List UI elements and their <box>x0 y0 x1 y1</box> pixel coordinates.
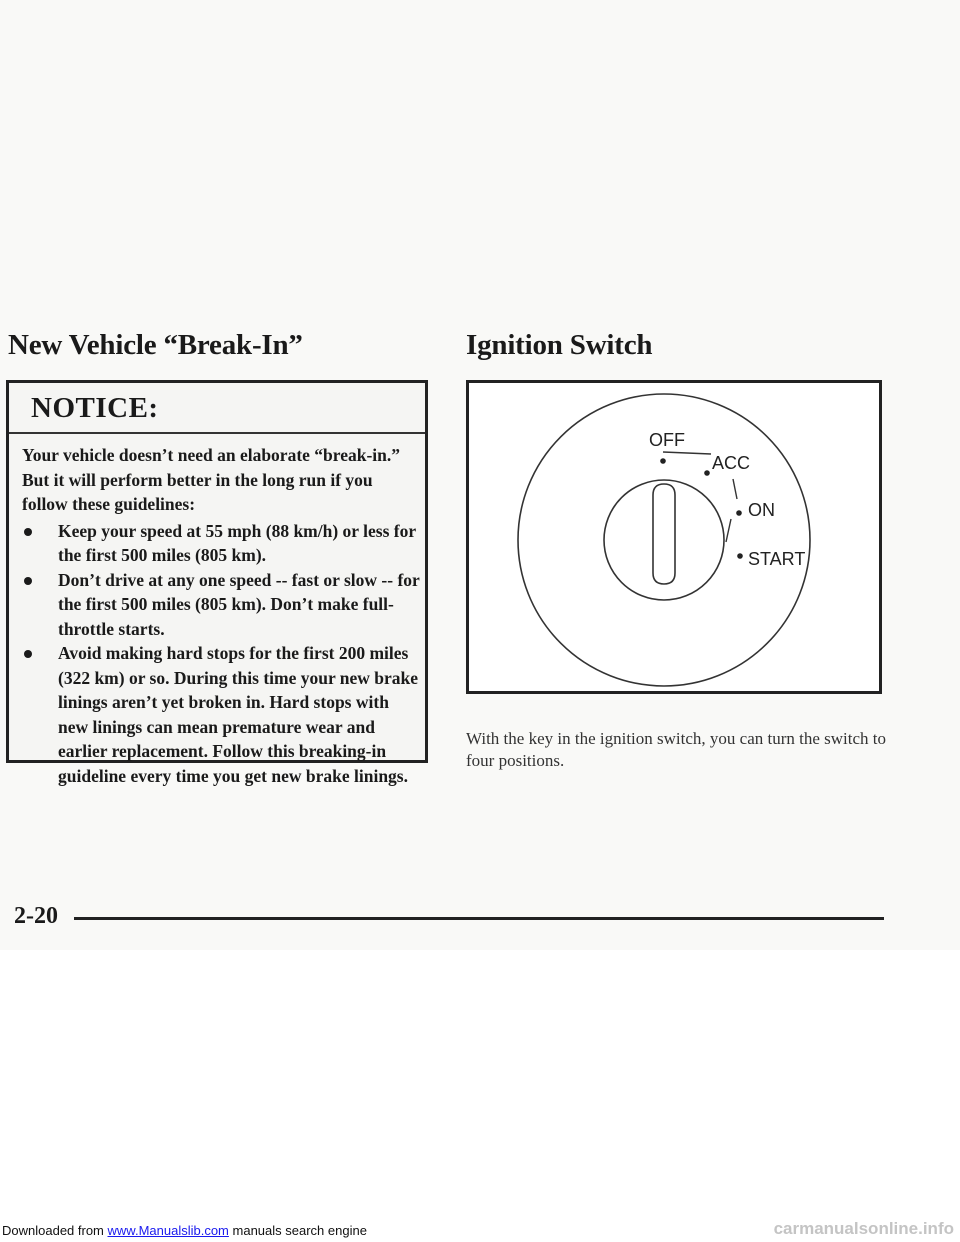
position-tick-icon <box>726 519 731 542</box>
off-position-dot-icon <box>660 458 666 464</box>
guideline-text: Don’t drive at any one speed -- fast or slow -- for the first 500 miles (805 km). Don’t make full-throttle starts. <box>58 569 420 639</box>
download-bar <box>2 1223 367 1238</box>
on-label: ON <box>748 500 775 520</box>
key-slot-icon <box>653 484 675 584</box>
download-prefix: Downloaded from <box>2 1223 104 1238</box>
position-tick-icon <box>663 452 711 454</box>
watermark: carmanualsonline.info <box>773 1219 954 1238</box>
start-label: START <box>748 549 806 569</box>
guideline-item <box>22 568 422 642</box>
ignition-switch-heading: Ignition Switch <box>466 329 653 361</box>
notice-box <box>6 380 428 786</box>
guideline-text: Keep your speed at 55 mph (88 km/h) or less for the first 500 miles (805 km). <box>58 520 416 565</box>
acc-label: ACC <box>712 453 751 473</box>
ignition-switch-figure <box>466 380 882 694</box>
guideline-item <box>22 641 422 788</box>
bullet-icon <box>24 650 32 658</box>
start-position-dot-icon <box>737 553 743 559</box>
page-number: 2-20 <box>14 903 58 929</box>
on-position-dot-icon <box>736 510 742 516</box>
ignition-switch-diagram <box>469 383 879 691</box>
acc-position-dot-icon <box>704 470 710 476</box>
footer-rule <box>74 917 884 920</box>
notice-intro: Your vehicle doesn’t need an elaborate “break-in.” But it will perform better in the long run if you follow these guidelines: <box>22 445 401 514</box>
ignition-caption: With the key in the ignition switch, you can turn the switch to four positions. <box>466 729 886 770</box>
switch-inner-ring <box>604 480 724 600</box>
notice-body <box>22 443 422 788</box>
notice-header <box>9 383 425 434</box>
guideline-text: Avoid making hard stops for the first 200 miles (322 km) or so. During this time your new brake linings aren’t yet broken in. Hard stops with new linings can mean premature wear and earlier replacement. Follow this breaking-in guideline every time you get new brake linings. <box>58 643 419 786</box>
position-tick-icon <box>733 479 737 499</box>
bullet-icon <box>24 528 32 536</box>
break-in-heading: New Vehicle “Break-In” <box>8 329 303 361</box>
off-label: OFF <box>649 430 685 450</box>
notice-label: NOTICE: <box>31 392 159 424</box>
guideline-list <box>22 519 422 789</box>
bullet-icon <box>24 577 32 585</box>
guideline-item <box>22 519 422 568</box>
manualslib-link[interactable]: www.Manualslib.com <box>107 1223 229 1238</box>
bottom-margin <box>0 950 960 1242</box>
download-suffix: manuals search engine <box>232 1223 367 1238</box>
